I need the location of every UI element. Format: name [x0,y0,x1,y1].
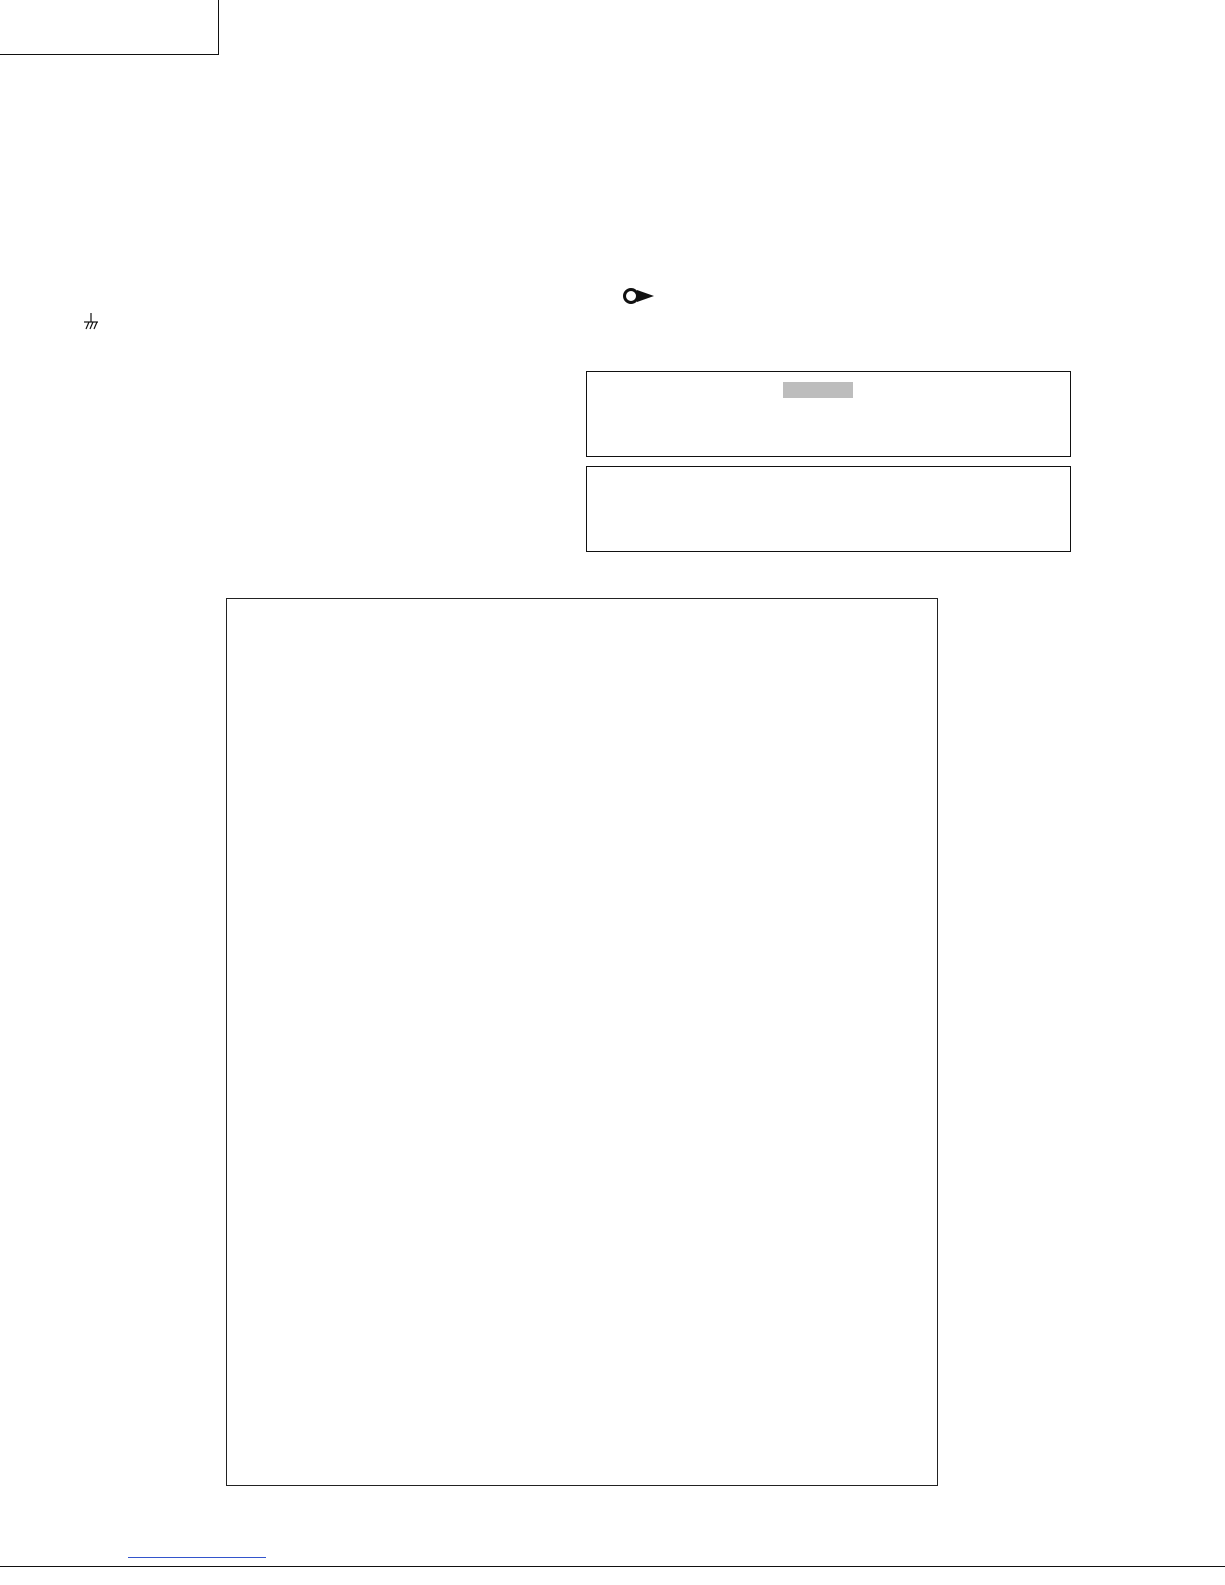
waveform-grid [226,598,938,1486]
corner-tab [0,0,219,55]
note-box-2 [586,466,1071,552]
probe-point-icon [622,287,656,305]
note-box-1 [586,371,1071,457]
footer-link-rule [128,1557,266,1558]
bottom-rule [0,1566,1225,1567]
ground-icon [82,312,100,332]
note-highlight [783,382,853,398]
